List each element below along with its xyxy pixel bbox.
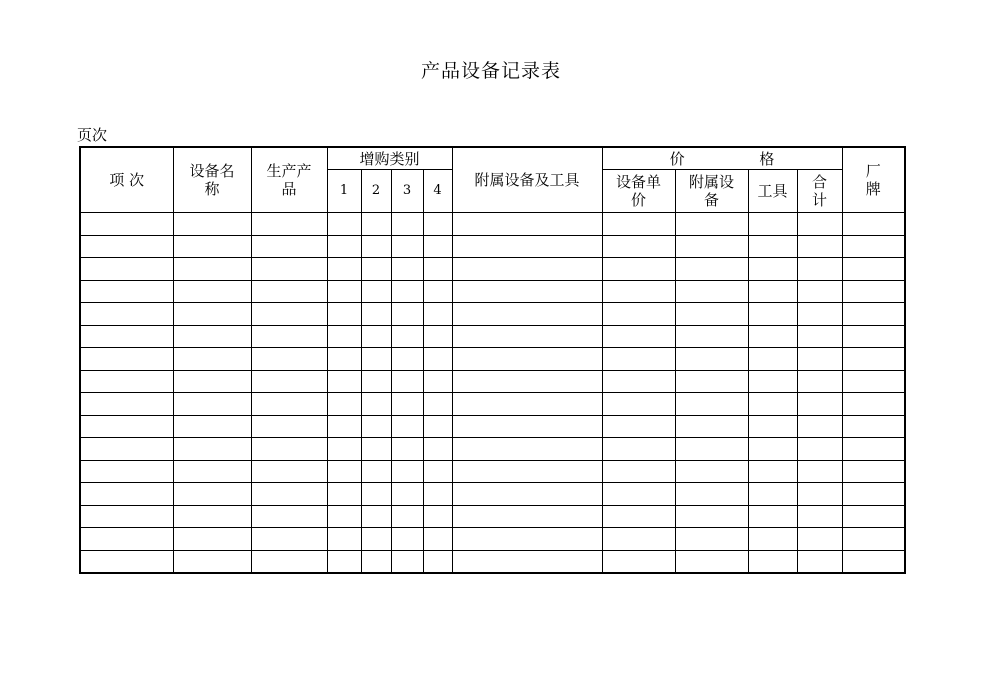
table-cell[interactable] <box>80 438 173 461</box>
table-cell[interactable] <box>423 505 452 528</box>
table-cell[interactable] <box>748 438 797 461</box>
table-cell[interactable] <box>797 505 842 528</box>
table-cell[interactable] <box>423 325 452 348</box>
table-cell[interactable] <box>452 460 602 483</box>
table-cell[interactable] <box>748 370 797 393</box>
table-cell[interactable] <box>173 235 251 258</box>
table-cell[interactable] <box>797 325 842 348</box>
table-row <box>80 460 905 483</box>
table-cell[interactable] <box>361 348 391 371</box>
table-cell[interactable] <box>797 438 842 461</box>
table-cell[interactable] <box>251 505 327 528</box>
table-cell[interactable] <box>797 348 842 371</box>
table-cell[interactable] <box>391 393 423 416</box>
table-cell[interactable] <box>797 213 842 236</box>
table-cell[interactable] <box>602 550 675 573</box>
table-cell[interactable] <box>452 258 602 281</box>
table-cell[interactable] <box>327 483 361 506</box>
table-cell[interactable] <box>173 483 251 506</box>
table-cell[interactable] <box>361 325 391 348</box>
header-product: 生产产品 <box>251 147 327 213</box>
table-cell[interactable] <box>251 235 327 258</box>
table-cell[interactable] <box>173 280 251 303</box>
table-cell[interactable] <box>173 258 251 281</box>
table-row <box>80 370 905 393</box>
table-cell[interactable] <box>423 483 452 506</box>
table-cell[interactable] <box>748 213 797 236</box>
table-cell[interactable] <box>361 303 391 326</box>
table-cell[interactable] <box>423 348 452 371</box>
table-cell[interactable] <box>602 460 675 483</box>
header-price: 价 格 <box>602 147 842 170</box>
table-cell[interactable] <box>797 460 842 483</box>
table-cell[interactable] <box>675 393 748 416</box>
table-cell[interactable] <box>361 550 391 573</box>
table-cell[interactable] <box>361 213 391 236</box>
table-cell[interactable] <box>748 393 797 416</box>
table-cell[interactable] <box>675 438 748 461</box>
table-cell[interactable] <box>842 213 905 236</box>
header-equipment-name: 设备名称 <box>173 147 251 213</box>
table-cell[interactable] <box>423 528 452 551</box>
table-cell[interactable] <box>391 325 423 348</box>
table-cell[interactable] <box>675 505 748 528</box>
table-cell[interactable] <box>391 483 423 506</box>
table-cell[interactable] <box>842 235 905 258</box>
table-cell[interactable] <box>423 393 452 416</box>
table-cell[interactable] <box>327 528 361 551</box>
table-cell[interactable] <box>327 415 361 438</box>
table-cell[interactable] <box>602 370 675 393</box>
table-cell[interactable] <box>80 483 173 506</box>
table-cell[interactable] <box>423 438 452 461</box>
table-cell[interactable] <box>327 550 361 573</box>
header-brand: 厂牌 <box>842 147 905 213</box>
table-cell[interactable] <box>80 303 173 326</box>
table-cell[interactable] <box>452 483 602 506</box>
header-purchase-col-2: 2 <box>361 170 391 213</box>
table-cell[interactable] <box>452 348 602 371</box>
table-cell[interactable] <box>675 235 748 258</box>
table-cell[interactable] <box>173 528 251 551</box>
table-cell[interactable] <box>251 280 327 303</box>
table-cell[interactable] <box>80 213 173 236</box>
table-cell[interactable] <box>173 325 251 348</box>
table-cell[interactable] <box>452 235 602 258</box>
header-total: 合计 <box>797 170 842 213</box>
table-cell[interactable] <box>602 280 675 303</box>
page-title: 产品设备记录表 <box>420 60 561 82</box>
table-cell[interactable] <box>675 460 748 483</box>
table-cell[interactable] <box>391 303 423 326</box>
table-cell[interactable] <box>797 393 842 416</box>
table-cell[interactable] <box>748 258 797 281</box>
table-cell[interactable] <box>80 393 173 416</box>
table-cell[interactable] <box>251 348 327 371</box>
table-cell[interactable] <box>251 325 327 348</box>
table-cell[interactable] <box>251 483 327 506</box>
table-cell[interactable] <box>797 280 842 303</box>
table-cell[interactable] <box>173 213 251 236</box>
table-row <box>80 280 905 303</box>
table-cell[interactable] <box>842 303 905 326</box>
table-cell[interactable] <box>675 303 748 326</box>
table-cell[interactable] <box>327 370 361 393</box>
table-cell[interactable] <box>361 258 391 281</box>
table-cell[interactable] <box>842 528 905 551</box>
table-cell[interactable] <box>391 550 423 573</box>
table-cell[interactable] <box>452 550 602 573</box>
table-cell[interactable] <box>748 550 797 573</box>
table-cell[interactable] <box>251 213 327 236</box>
table-cell[interactable] <box>797 235 842 258</box>
table-cell[interactable] <box>675 370 748 393</box>
table-cell[interactable] <box>80 528 173 551</box>
table-cell[interactable] <box>452 438 602 461</box>
table-cell[interactable] <box>423 303 452 326</box>
table-cell[interactable] <box>361 415 391 438</box>
table-cell[interactable] <box>842 393 905 416</box>
table-cell[interactable] <box>423 415 452 438</box>
table-cell[interactable] <box>842 325 905 348</box>
table-row <box>80 303 905 326</box>
table-cell[interactable] <box>327 280 361 303</box>
table-cell[interactable] <box>602 505 675 528</box>
table-row <box>80 505 905 528</box>
table-cell[interactable] <box>80 550 173 573</box>
table-cell[interactable] <box>602 528 675 551</box>
table-row <box>80 483 905 506</box>
table-cell[interactable] <box>452 393 602 416</box>
table-cell[interactable] <box>675 258 748 281</box>
table-cell[interactable] <box>327 325 361 348</box>
header-purchase-col-1: 1 <box>327 170 361 213</box>
table-cell[interactable] <box>423 258 452 281</box>
table-cell[interactable] <box>391 348 423 371</box>
table-cell[interactable] <box>327 505 361 528</box>
table-cell[interactable] <box>452 280 602 303</box>
table-cell[interactable] <box>797 370 842 393</box>
header-accessories-tools: 附属设备及工具 <box>452 147 602 213</box>
table-cell[interactable] <box>675 280 748 303</box>
table-cell[interactable] <box>80 280 173 303</box>
table-cell[interactable] <box>80 460 173 483</box>
table-cell[interactable] <box>842 258 905 281</box>
table-cell[interactable] <box>173 505 251 528</box>
table-cell[interactable] <box>391 528 423 551</box>
table-cell[interactable] <box>602 325 675 348</box>
table-cell[interactable] <box>391 213 423 236</box>
table-cell[interactable] <box>327 303 361 326</box>
table-cell[interactable] <box>80 505 173 528</box>
table-cell[interactable] <box>251 393 327 416</box>
header-unit-price: 设备单价 <box>602 170 675 213</box>
table-cell[interactable] <box>173 550 251 573</box>
table-cell[interactable] <box>80 258 173 281</box>
table-cell[interactable] <box>602 213 675 236</box>
table-cell[interactable] <box>361 235 391 258</box>
table-cell[interactable] <box>251 460 327 483</box>
table-cell[interactable] <box>361 505 391 528</box>
table-row <box>80 438 905 461</box>
header-tool-price: 工具 <box>748 170 797 213</box>
table-cell[interactable] <box>748 460 797 483</box>
table-cell[interactable] <box>391 460 423 483</box>
table-cell[interactable] <box>842 550 905 573</box>
table-cell[interactable] <box>361 370 391 393</box>
table-cell[interactable] <box>842 505 905 528</box>
table-cell[interactable] <box>602 235 675 258</box>
equipment-record-table <box>79 146 906 574</box>
table-cell[interactable] <box>842 370 905 393</box>
table-cell[interactable] <box>452 505 602 528</box>
table-cell[interactable] <box>675 213 748 236</box>
header-item-no: 项 次 <box>80 147 173 213</box>
table-cell[interactable] <box>173 438 251 461</box>
table-cell[interactable] <box>452 415 602 438</box>
table-cell[interactable] <box>327 258 361 281</box>
table-cell[interactable] <box>842 460 905 483</box>
table-cell[interactable] <box>423 235 452 258</box>
table-cell[interactable] <box>80 348 173 371</box>
table-cell[interactable] <box>842 483 905 506</box>
table-cell[interactable] <box>675 483 748 506</box>
table-cell[interactable] <box>80 415 173 438</box>
table-cell[interactable] <box>675 348 748 371</box>
table-cell[interactable] <box>391 280 423 303</box>
table-cell[interactable] <box>173 348 251 371</box>
table-cell[interactable] <box>748 325 797 348</box>
table-cell[interactable] <box>327 235 361 258</box>
table-cell[interactable] <box>842 415 905 438</box>
table-cell[interactable] <box>797 415 842 438</box>
table-cell[interactable] <box>173 370 251 393</box>
header-accessory-price: 附属设备 <box>675 170 748 213</box>
page-number-label: 页次 <box>77 126 108 144</box>
table-cell[interactable] <box>423 370 452 393</box>
table-cell[interactable] <box>842 348 905 371</box>
table-row <box>80 258 905 281</box>
table-cell[interactable] <box>797 483 842 506</box>
table-cell[interactable] <box>748 280 797 303</box>
table-cell[interactable] <box>602 415 675 438</box>
table-cell[interactable] <box>675 528 748 551</box>
header-purchase-type: 增购类别 <box>327 147 452 170</box>
table-cell[interactable] <box>602 438 675 461</box>
table-cell[interactable] <box>327 348 361 371</box>
table-cell[interactable] <box>251 438 327 461</box>
table-cell[interactable] <box>251 303 327 326</box>
table-cell[interactable] <box>80 325 173 348</box>
header-purchase-col-3: 3 <box>391 170 423 213</box>
table-cell[interactable] <box>423 550 452 573</box>
table-cell[interactable] <box>251 370 327 393</box>
table-cell[interactable] <box>602 348 675 371</box>
table-cell[interactable] <box>173 415 251 438</box>
table-cell[interactable] <box>748 303 797 326</box>
table-row <box>80 325 905 348</box>
table-cell[interactable] <box>423 213 452 236</box>
table-cell[interactable] <box>361 438 391 461</box>
table-cell[interactable] <box>391 235 423 258</box>
table-cell[interactable] <box>748 235 797 258</box>
table-cell[interactable] <box>602 483 675 506</box>
table-cell[interactable] <box>452 370 602 393</box>
table-cell[interactable] <box>748 505 797 528</box>
table-row <box>80 348 905 371</box>
table-cell[interactable] <box>327 438 361 461</box>
table-cell[interactable] <box>797 303 842 326</box>
table-cell[interactable] <box>251 550 327 573</box>
table-cell[interactable] <box>80 370 173 393</box>
table-cell[interactable] <box>602 303 675 326</box>
table-cell[interactable] <box>748 528 797 551</box>
table-cell[interactable] <box>842 438 905 461</box>
table-cell[interactable] <box>452 303 602 326</box>
table-cell[interactable] <box>327 393 361 416</box>
table-row <box>80 213 905 236</box>
table-cell[interactable] <box>675 415 748 438</box>
table-cell[interactable] <box>423 280 452 303</box>
table-cell[interactable] <box>675 550 748 573</box>
table-cell[interactable] <box>391 370 423 393</box>
table-cell[interactable] <box>452 213 602 236</box>
table-cell[interactable] <box>602 393 675 416</box>
table-cell[interactable] <box>251 415 327 438</box>
table-cell[interactable] <box>173 303 251 326</box>
table-cell[interactable] <box>797 550 842 573</box>
table-cell[interactable] <box>391 505 423 528</box>
table-cell[interactable] <box>748 415 797 438</box>
table-cell[interactable] <box>361 483 391 506</box>
table-cell[interactable] <box>602 258 675 281</box>
table-cell[interactable] <box>361 280 391 303</box>
table-row <box>80 550 905 573</box>
table-cell[interactable] <box>361 393 391 416</box>
table-row <box>80 528 905 551</box>
table-cell[interactable] <box>748 348 797 371</box>
table-cell[interactable] <box>452 528 602 551</box>
table-row <box>80 415 905 438</box>
table-cell[interactable] <box>748 483 797 506</box>
table-cell[interactable] <box>327 460 361 483</box>
table-cell[interactable] <box>251 528 327 551</box>
table-cell[interactable] <box>797 258 842 281</box>
table-cell[interactable] <box>173 393 251 416</box>
table-cell[interactable] <box>251 258 327 281</box>
table-row <box>80 235 905 258</box>
table-cell[interactable] <box>80 235 173 258</box>
table-cell[interactable] <box>327 213 361 236</box>
header-purchase-col-4: 4 <box>423 170 452 213</box>
table-cell[interactable] <box>361 528 391 551</box>
table-cell[interactable] <box>797 528 842 551</box>
table-cell[interactable] <box>361 460 391 483</box>
table-cell[interactable] <box>391 415 423 438</box>
table-cell[interactable] <box>173 460 251 483</box>
table-cell[interactable] <box>842 280 905 303</box>
table-row <box>80 393 905 416</box>
table-cell[interactable] <box>391 258 423 281</box>
table-cell[interactable] <box>452 325 602 348</box>
table-cell[interactable] <box>423 460 452 483</box>
table-cell[interactable] <box>391 438 423 461</box>
table-cell[interactable] <box>675 325 748 348</box>
